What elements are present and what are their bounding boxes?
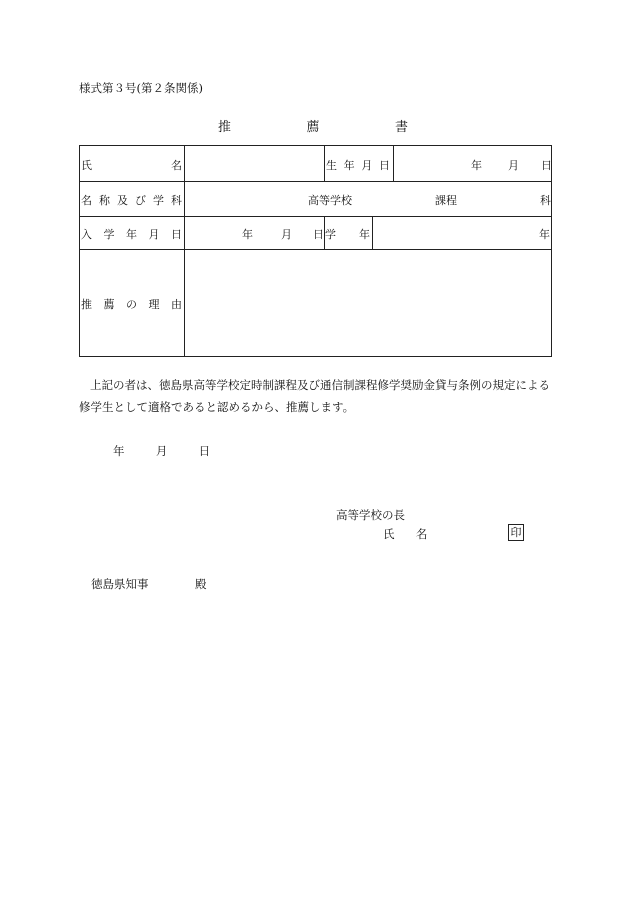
label-char: 日 <box>378 159 390 172</box>
signature-name-label <box>383 526 427 542</box>
honorific: 殿 <box>195 577 207 591</box>
year-suffix: 年 <box>242 228 253 241</box>
issue-date <box>113 443 210 459</box>
label-char: の <box>126 298 137 311</box>
document-title <box>218 116 408 135</box>
year-suffix: 年 <box>471 159 482 172</box>
label-char: 年 <box>343 159 355 172</box>
day-suffix: 日 <box>541 159 552 172</box>
day-suffix: 日 <box>198 444 211 458</box>
label-char: 学 <box>325 228 336 241</box>
table-row-divider <box>80 249 551 250</box>
table-column-divider <box>324 146 325 181</box>
label-char: 学 <box>103 228 115 241</box>
label-char: 名 <box>81 194 92 207</box>
school-department-field[interactable] <box>185 183 551 214</box>
label-char: 月 <box>361 159 373 172</box>
enrollment-date-field[interactable] <box>185 218 322 247</box>
label-char: 氏 <box>81 159 92 172</box>
month-suffix: 月 <box>508 159 519 172</box>
birthdate-label <box>326 157 390 173</box>
form-number: 様式第３号(第２条関係) <box>79 81 203 95</box>
label-char: 及 <box>117 194 128 207</box>
label-char: 理 <box>148 298 160 311</box>
recommendation-reason-field[interactable] <box>185 251 551 355</box>
label-char: 年 <box>126 228 137 241</box>
label-char: び <box>135 194 146 207</box>
label-char: 月 <box>148 228 160 241</box>
label-char: 年 <box>359 228 370 241</box>
year-suffix: 年 <box>113 444 125 458</box>
label-char: 入 <box>81 228 92 241</box>
title-char: 推 <box>218 120 232 135</box>
school-department-label <box>81 192 182 208</box>
course-suffix: 課程 <box>435 194 457 207</box>
grade-suffix: 年 <box>539 228 550 241</box>
table-row-divider <box>80 216 551 217</box>
grade-field[interactable] <box>373 218 551 247</box>
addressee: 徳島県知事 <box>91 577 149 591</box>
label-char: 生 <box>326 159 337 172</box>
department-suffix: 科 <box>540 194 551 207</box>
month-suffix: 月 <box>155 444 168 458</box>
label-char: 由 <box>171 298 182 311</box>
recommendation-table <box>79 145 552 357</box>
title-char: 薦 <box>306 120 320 135</box>
name-label <box>81 157 182 173</box>
principal-label: 高等学校の長 <box>336 508 405 522</box>
label-char: 氏 <box>383 527 395 541</box>
table-row-divider <box>80 181 551 182</box>
recommendation-statement: 上記の者は、徳島県高等学校定時制課程及び通信制課程修学奨励金貸与条例の規定による修学生として適格であると認めるから、推薦します。 <box>79 378 550 414</box>
label-char: 日 <box>171 228 182 241</box>
name-field[interactable] <box>185 148 322 179</box>
enrollment-date-label <box>81 226 182 242</box>
label-char: 学 <box>153 194 164 207</box>
recommendation-reason-label <box>81 296 182 312</box>
title-char: 書 <box>394 120 408 135</box>
grade-label <box>325 226 370 242</box>
school-suffix: 高等学校 <box>308 194 352 207</box>
label-char: 科 <box>171 194 182 207</box>
label-char: 名 <box>171 159 182 172</box>
label-char: 薦 <box>103 298 115 311</box>
label-char: 名 <box>415 527 428 541</box>
month-suffix: 月 <box>281 228 292 241</box>
seal-mark: 印 <box>508 524 524 541</box>
label-char: 推 <box>81 298 92 311</box>
day-suffix: 日 <box>313 228 324 241</box>
birthdate-field[interactable] <box>394 148 551 179</box>
label-char: 称 <box>99 194 110 207</box>
